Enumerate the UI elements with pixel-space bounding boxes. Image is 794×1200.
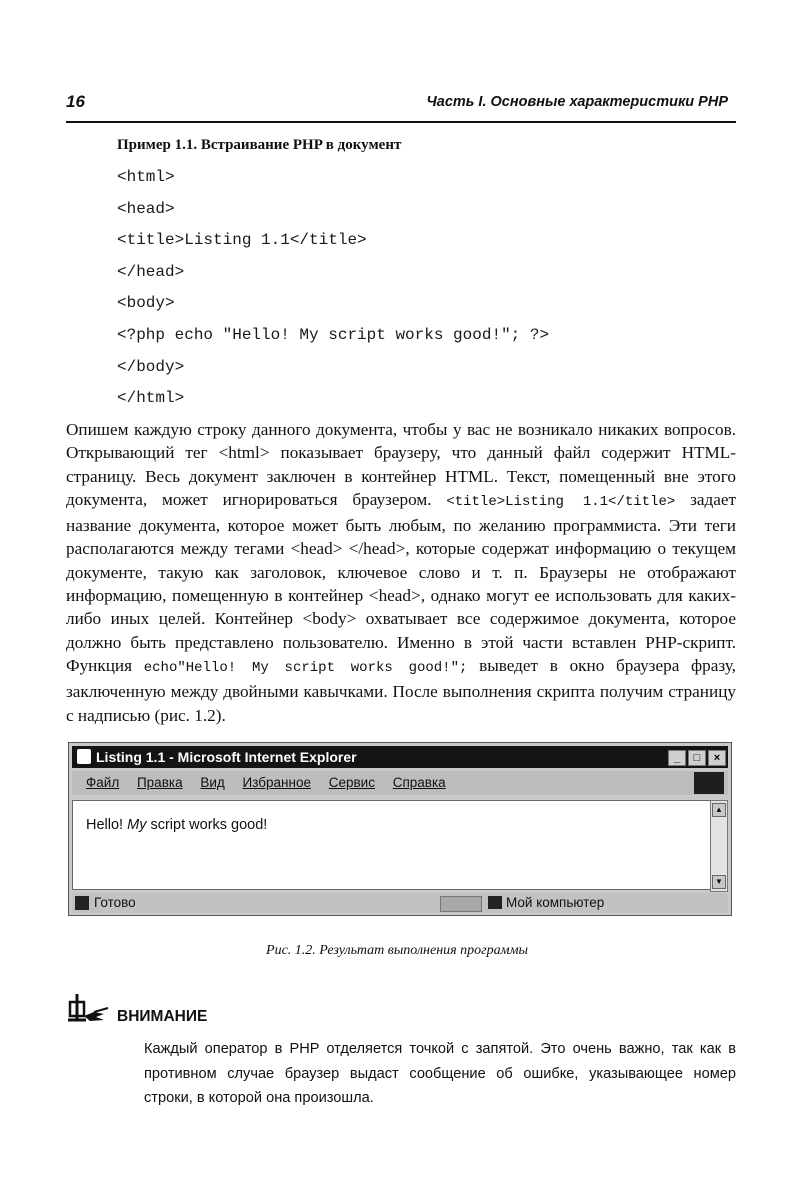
figure-caption: Рис. 1.2. Результат выполнения программы (266, 943, 528, 958)
scroll-down-arrow-icon[interactable]: ▼ (712, 875, 726, 889)
note-heading: ВНИМАНИЕ (117, 1008, 208, 1025)
window-title: Listing 1.1 - Microsoft Internet Explorer (96, 749, 357, 765)
computer-icon (488, 896, 502, 909)
rendered-text-part: script works good! (146, 817, 268, 833)
code-line: <html> (117, 168, 175, 186)
zone-label: Мой компьютер (506, 895, 605, 910)
menu-edit[interactable]: Правка (136, 775, 183, 790)
code-line: <title>Listing 1.1</title> (117, 231, 367, 250)
scroll-up-arrow-icon[interactable]: ▲ (712, 803, 726, 817)
menu-help[interactable]: Справка (392, 775, 446, 790)
code-line: <head> (117, 199, 175, 218)
window-title-bar[interactable] (72, 746, 728, 768)
security-zone (488, 895, 604, 910)
rendered-text-part: My (127, 817, 147, 833)
example-title: Пример 1.1. Встраивание PHP в документ (117, 137, 402, 153)
status-text: Готово (94, 895, 136, 910)
rendered-text-part: Hello! (86, 817, 128, 833)
page-content-area (72, 800, 711, 890)
menu-tools[interactable]: Сервис (328, 775, 375, 790)
code-line: </body> (117, 357, 185, 376)
paragraph-text: выведет в окно браузера фразу, заключенную между двойными кавычками. После выполнения скрипта получим страницу с надписью (рис. 1.2). (66, 655, 736, 725)
vertical-scrollbar[interactable] (710, 800, 728, 892)
rendered-text (86, 817, 267, 833)
attention-hand-icon (64, 990, 112, 1030)
maximize-button[interactable]: □ (688, 750, 706, 766)
ie-throbber-icon (694, 772, 724, 794)
code-line: </html> (117, 389, 185, 408)
inline-code-title: <title>Listing 1.1</title> (446, 493, 676, 510)
running-header (66, 92, 732, 116)
menu-favorites[interactable]: Избранное (242, 775, 311, 790)
menu-view[interactable]: Вид (200, 775, 225, 790)
chapter-title: Часть I. Основные характеристики PHP (426, 94, 728, 110)
inline-code-echo: echo"Hello! My script works good!"; (143, 659, 468, 676)
body-paragraph (66, 418, 736, 727)
menu-file[interactable]: Файл (86, 775, 120, 790)
note-text: Каждый оператор в PHP отделяется точкой с запятой. Это очень важно, так как в противном случае браузер выдаст сообщение об ошибке, указывающее номер строки, в которой она произошла. (144, 1041, 736, 1106)
code-line: <body> (117, 294, 175, 313)
close-button[interactable]: × (708, 750, 726, 766)
code-line: </head> (117, 262, 185, 281)
paragraph-text: задает название документа, которое может быть любым, по желанию программиста. Эти теги располагаются между тегами <head> </head>, которые содержат информацию о текущем документе, такую как заголовок, ключевое слово и т. п. Браузеры не отображают информацию, помещенную в контейнер <head>, однако могут ее использовать для каких-либо иных целей. Контейнер <body> охватывает все содержимое документа, которое должно быть представлено пользователю. Именно в этой части вставлен PHP-скрипт. Функция (66, 489, 737, 675)
ie-page-icon (77, 749, 91, 764)
status-bar (72, 893, 728, 913)
minimize-button[interactable]: _ (668, 750, 686, 766)
browser-window-figure (68, 742, 732, 916)
code-listing (117, 165, 549, 418)
page-number: 16 (66, 92, 85, 111)
paragraph-text: Опишем каждую строку данного документа, чтобы у вас не возникало никаких вопросов. Открывающий тег <html> показывает браузеру, что данный файл содержит HTML-страницу. Весь документ заключен в контейнер HTML. Текст, помещенный вне этого документа, может игнорироваться браузером. (66, 420, 736, 509)
code-line: <?php echo "Hello! My script works good!"; ?> (117, 325, 550, 344)
status-panel (440, 896, 482, 912)
header-rule (66, 121, 736, 123)
menu-bar (72, 771, 728, 795)
done-page-icon (75, 896, 89, 910)
